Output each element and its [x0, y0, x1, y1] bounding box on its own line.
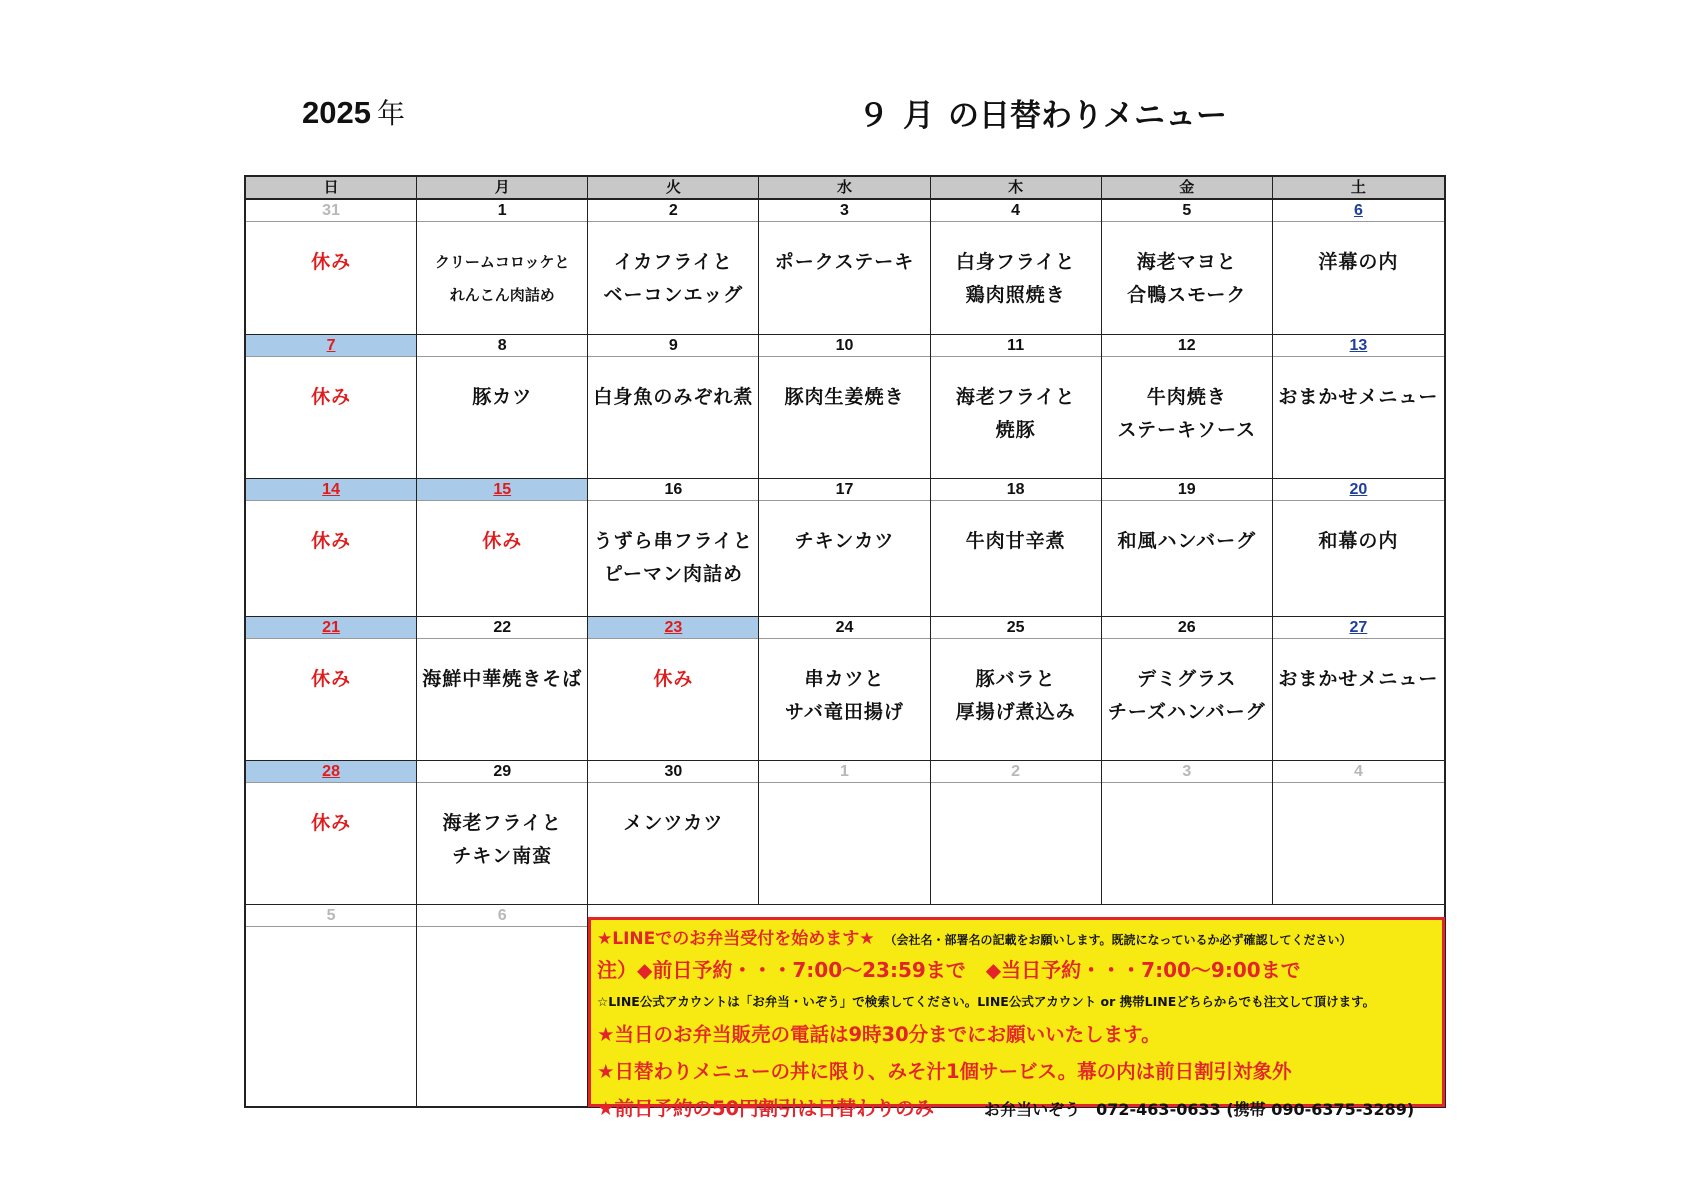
menu-item — [588, 381, 758, 414]
notice-line-1 — [597, 924, 1436, 949]
day-number: 10 — [759, 335, 929, 357]
day-number: 31 — [246, 200, 416, 222]
menu-item — [588, 525, 758, 591]
day-cell — [1102, 200, 1273, 334]
day-cell — [1273, 479, 1444, 616]
menu-item — [588, 246, 758, 312]
menu-item — [1102, 663, 1272, 729]
menu-line: 休み — [482, 530, 523, 552]
menu-line: れんこん肉詰め — [449, 286, 555, 304]
menu-line: 白身魚のみぞれ煮 — [593, 386, 754, 408]
menu-item — [931, 663, 1101, 729]
menu-line: おまかせメニュー — [1278, 386, 1439, 408]
notice-line-5: ★日替わりメニューの丼に限り、みそ汁1個サービス。幕の内は前日割引対象外 — [597, 1060, 1292, 1083]
day-cell — [1102, 479, 1273, 616]
day-cell — [417, 617, 588, 760]
menu-line: 牛肉甘辛煮 — [965, 530, 1066, 552]
weekday-header: 月 — [417, 177, 588, 198]
menu-line: おまかせメニュー — [1278, 668, 1439, 690]
menu-line: 休み — [311, 386, 352, 408]
week-row — [246, 617, 1444, 761]
menu-line: 和風ハンバーグ — [1117, 530, 1257, 552]
menu-item — [759, 246, 929, 279]
notice-line-1-text: ★LINEでのお弁当受付を始めます★ — [597, 929, 875, 949]
day-cell — [588, 335, 759, 478]
menu-item — [1102, 246, 1272, 312]
day-number: 26 — [1102, 617, 1272, 639]
day-cell — [931, 335, 1102, 478]
day-number: 18 — [931, 479, 1101, 501]
day-number: 23 — [588, 617, 758, 639]
shop-contact: お弁当いぞう 072-463-0633 (携帯 090-6375-3289) — [984, 1100, 1415, 1119]
day-cell — [417, 335, 588, 478]
menu-line: 豚肉生姜焼き — [784, 386, 905, 408]
menu-item — [417, 807, 587, 873]
menu-item — [1102, 381, 1272, 447]
menu-item — [1102, 525, 1272, 558]
day-number: 24 — [759, 617, 929, 639]
menu-item — [1273, 663, 1444, 696]
day-cell — [931, 200, 1102, 334]
notice-line-6 — [597, 1093, 1436, 1121]
day-cell — [588, 617, 759, 760]
day-number: 7 — [246, 335, 416, 357]
weekday-header: 水 — [759, 177, 930, 198]
day-cell — [246, 761, 417, 904]
day-cell — [759, 335, 930, 478]
notice-line-1-small: （会社名・部署名の記載をお願いします。既読になっているか必ず確認してください） — [884, 933, 1352, 947]
day-cell — [1273, 335, 1444, 478]
menu-item — [417, 663, 587, 696]
week-row — [246, 761, 1444, 905]
day-number: 19 — [1102, 479, 1272, 501]
day-number: 9 — [588, 335, 758, 357]
week-row — [246, 200, 1444, 335]
menu-item — [1273, 381, 1444, 414]
menu-line: サバ竜田揚げ — [785, 701, 904, 723]
menu-line: チキンカツ — [794, 530, 895, 552]
menu-line: 串カツと — [804, 668, 885, 690]
day-number: 25 — [931, 617, 1101, 639]
day-cell — [931, 479, 1102, 616]
day-number: 4 — [1273, 761, 1444, 783]
weekday-header: 金 — [1102, 177, 1273, 198]
weekday-header: 土 — [1350, 178, 1366, 196]
day-cell — [1273, 200, 1444, 334]
menu-line: イカフライと — [613, 251, 733, 273]
day-number: 14 — [246, 479, 416, 501]
week-row — [246, 335, 1444, 479]
menu-line: 休み — [311, 812, 352, 834]
weekday-header: 火 — [588, 177, 759, 198]
day-cell — [246, 479, 417, 616]
menu-line: 豚バラと — [975, 668, 1056, 690]
day-number: 3 — [1102, 761, 1272, 783]
day-number: 2 — [588, 200, 758, 222]
day-cell — [759, 479, 930, 616]
day-number: 15 — [417, 479, 587, 501]
menu-line: 鶏肉照焼き — [965, 284, 1066, 306]
day-number: 8 — [417, 335, 587, 357]
closed-label — [246, 246, 416, 279]
menu-line: 白身フライと — [955, 251, 1076, 273]
day-cell — [417, 905, 588, 1108]
closed-label — [246, 807, 416, 840]
day-number: 6 — [1273, 200, 1444, 222]
day-number: 12 — [1102, 335, 1272, 357]
menu-line: 豚カツ — [472, 386, 533, 408]
menu-line: デミグラス — [1137, 668, 1237, 690]
notice-box — [588, 917, 1445, 1120]
year-heading — [302, 92, 405, 132]
day-cell — [931, 761, 1102, 904]
day-number: 30 — [588, 761, 758, 783]
weekday-header: 日 — [246, 177, 417, 198]
day-number: 28 — [246, 761, 416, 783]
menu-item — [1273, 246, 1444, 279]
notice-line-6-text: ★前日予約の50円割引は日替わりのみ — [597, 1097, 935, 1120]
menu-line: チーズハンバーグ — [1107, 701, 1266, 723]
day-number: 4 — [931, 200, 1101, 222]
menu-item — [759, 663, 929, 729]
menu-line: 休み — [311, 251, 352, 273]
day-cell — [417, 200, 588, 334]
month-value: ９ — [858, 98, 889, 134]
menu-line: 海老フライと — [442, 812, 562, 834]
day-number: 1 — [417, 200, 587, 222]
menu-item — [1273, 525, 1444, 558]
day-cell — [759, 617, 930, 760]
day-cell — [1102, 335, 1273, 478]
day-cell — [1273, 761, 1444, 904]
year-suffix: 年 — [376, 98, 405, 129]
menu-line: うずら串フライと — [593, 530, 754, 552]
day-cell — [246, 905, 417, 1108]
menu-line: 厚揚げ煮込み — [955, 701, 1076, 723]
day-number: 22 — [417, 617, 587, 639]
day-cell — [588, 479, 759, 616]
menu-line: 休み — [311, 530, 352, 552]
menu-item — [931, 525, 1101, 558]
day-cell — [246, 335, 417, 478]
menu-line: 休み — [311, 668, 352, 690]
day-cell — [1102, 617, 1273, 760]
day-number: 20 — [1273, 479, 1444, 501]
menu-item — [759, 525, 929, 558]
day-number: 11 — [931, 335, 1101, 357]
weekday-header: 木 — [931, 177, 1102, 198]
day-number: 2 — [931, 761, 1101, 783]
menu-line: 海鮮中華焼きそば — [422, 668, 583, 690]
menu-line: 合鴨スモーク — [1127, 284, 1247, 306]
day-cell — [588, 761, 759, 904]
menu-line: ベーコンエッグ — [603, 284, 744, 306]
menu-item — [931, 246, 1101, 312]
menu-item — [931, 381, 1101, 447]
menu-line: ピーマン肉詰め — [603, 563, 743, 585]
weekday-header-row — [246, 177, 1444, 200]
day-cell — [417, 479, 588, 616]
day-number: 29 — [417, 761, 587, 783]
menu-item — [588, 807, 758, 840]
day-number: 6 — [417, 905, 587, 927]
menu-line: 焼豚 — [995, 419, 1036, 441]
day-cell — [931, 617, 1102, 760]
year-value: 2025 — [302, 95, 371, 130]
menu-item — [417, 381, 587, 414]
day-number: 17 — [759, 479, 929, 501]
closed-label — [246, 525, 416, 558]
day-cell — [759, 761, 930, 904]
menu-line: 洋幕の内 — [1318, 251, 1399, 273]
closed-label — [417, 525, 587, 558]
menu-item — [417, 246, 587, 312]
day-cell — [246, 200, 417, 334]
closed-label — [588, 663, 758, 696]
menu-line: クリームコロッケと — [434, 253, 570, 271]
day-number: 13 — [1273, 335, 1444, 357]
day-number: 27 — [1273, 617, 1444, 639]
page-title — [858, 90, 1227, 135]
day-cell — [417, 761, 588, 904]
week-row — [246, 479, 1444, 617]
month-suffix: 月 — [903, 98, 934, 134]
day-number: 16 — [588, 479, 758, 501]
closed-label — [246, 381, 416, 414]
day-cell — [1102, 761, 1273, 904]
day-number: 1 — [759, 761, 929, 783]
day-cell — [759, 200, 930, 334]
closed-label — [246, 663, 416, 696]
title-text: の日替わりメニュー — [948, 98, 1227, 134]
notice-line-4: ★当日のお弁当販売の電話は9時30分までにお願いいたします。 — [597, 1023, 1161, 1046]
day-number: 5 — [246, 905, 416, 927]
menu-line: 休み — [653, 668, 694, 690]
day-number: 21 — [246, 617, 416, 639]
day-number: 3 — [759, 200, 929, 222]
notice-line-3: ☆LINE公式アカウントは「お弁当・いぞう」で検索してください。LINE公式アカウント or 携帯LINEどちらからでも注文して頂けます。 — [597, 994, 1376, 1009]
menu-line: ステーキソース — [1117, 419, 1257, 441]
menu-line: 牛肉焼き — [1146, 386, 1227, 408]
menu-line: ポークステーキ — [774, 251, 915, 273]
day-cell — [588, 200, 759, 334]
menu-item — [759, 381, 929, 414]
menu-line: チキン南蛮 — [452, 845, 553, 867]
menu-line: 和幕の内 — [1318, 530, 1399, 552]
menu-line: メンツカツ — [623, 812, 724, 834]
day-cell — [246, 617, 417, 760]
day-cell — [1273, 617, 1444, 760]
menu-line: 海老フライと — [955, 386, 1076, 408]
day-number: 5 — [1102, 200, 1272, 222]
notice-line-2: 注）◆前日予約・・・7:00～23:59まで ◆当日予約・・・7:00～9:00まで — [597, 958, 1301, 982]
menu-line: 海老マヨと — [1136, 251, 1237, 273]
